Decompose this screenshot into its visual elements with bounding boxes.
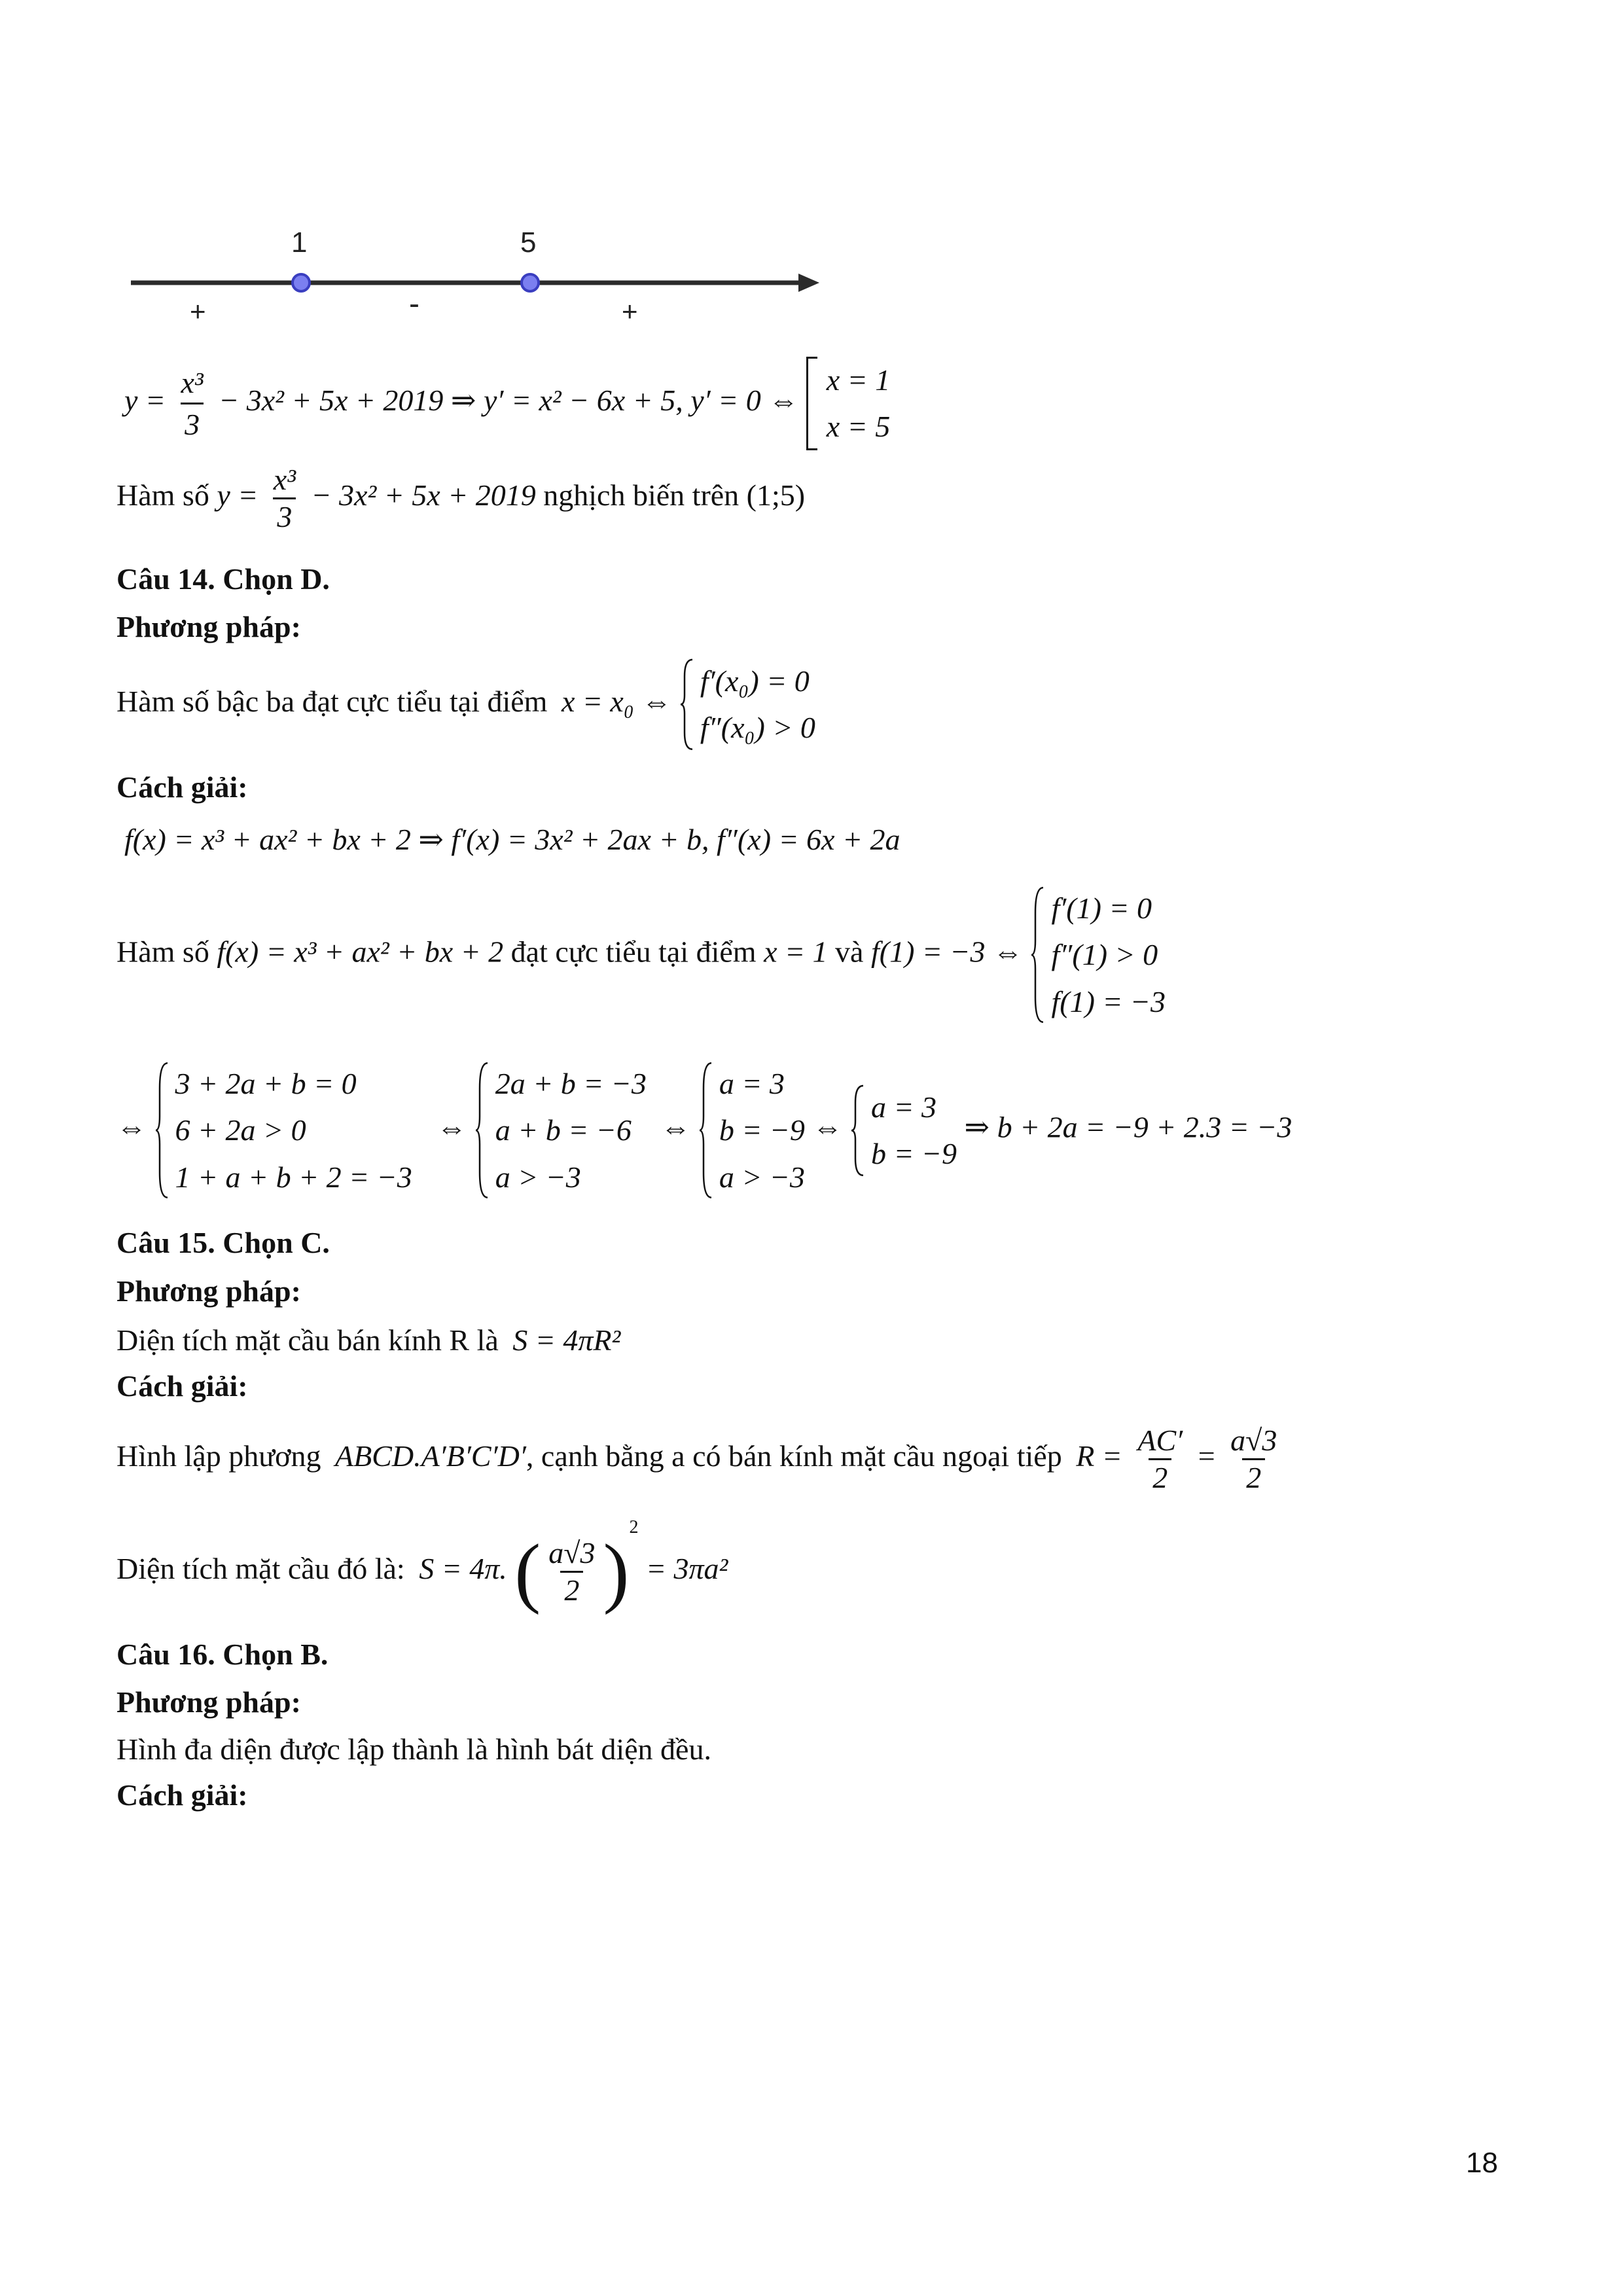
q15-radius-frac-2 (1226, 1426, 1281, 1493)
q14-cond-sys-row: f(1) = −3 (1051, 984, 1166, 1018)
q14-sys1-row: 3 + 2a + b = 0 (175, 1067, 357, 1100)
q13-conclusion-y: y = (217, 478, 259, 512)
sign-chart-number-line (124, 223, 831, 340)
q14-sys1-row: 1 + a + b + 2 = −3 (175, 1160, 412, 1194)
q14-method-label: Phương pháp: (116, 610, 301, 643)
equiv-symbol: ⇔ (437, 1110, 467, 1144)
q15-cube-line (116, 1426, 1285, 1493)
q14-cond-func: f(x) = x³ + ax² + bx + 2 (217, 935, 504, 969)
q15-area-lhs: S = 4π. (419, 1552, 507, 1585)
q14-cond-text-a: Hàm số (116, 935, 209, 969)
q14-sys2-row: 2a + b = −3 (495, 1067, 647, 1100)
q13-frac-num: x³ (181, 365, 204, 399)
q14-solution-label: Cách giải: (116, 770, 248, 804)
page-number: 18 (1466, 2147, 1498, 2179)
q14-cond-point: x = 1 (764, 935, 828, 969)
q16-heading: Câu 16. Chọn B. (116, 1638, 329, 1671)
q14-cond-value: f(1) = −3 ⇔ (870, 935, 1023, 969)
q16-method-text: Hình đa diện được lập thành là hình bát diện đều. (116, 1732, 711, 1766)
brace-icon (850, 1084, 865, 1177)
q13-conclusion-func: − 3x² + 5x + 2019 (311, 478, 536, 512)
q15-area-exponent: 2 (629, 1517, 639, 1537)
q14-sys3-row: a > −3 (719, 1160, 805, 1194)
number-line-arrow-icon (798, 274, 819, 292)
q13-conclusion-fraction (270, 465, 300, 532)
brace-icon (1030, 885, 1044, 1025)
q14-derivative-line: f(x) = x³ + ax² + bx + 2 ⇒ f′(x) = 3x² + 2ax + b, f″(x) = 6x + 2a (124, 823, 901, 856)
q14-method-cond: x = x₀ ⇔ (561, 684, 672, 718)
q15-radius-frac2-den: 2 (1242, 1458, 1265, 1493)
bracket-icon (806, 357, 817, 450)
point-5-label: 5 (520, 226, 537, 259)
q14-method-line (116, 658, 815, 751)
q14-condition-line (116, 885, 1166, 1025)
q15-solution-label: Cách giải: (116, 1369, 248, 1403)
q14-cond-sys-row: f′(1) = 0 (1051, 891, 1152, 925)
q15-radius-lhs: R = (1076, 1439, 1122, 1473)
q14-method-sys-row: f″(x₀) > 0 (700, 711, 815, 745)
q14-cond-system (1030, 885, 1166, 1025)
q13-frac-den: 3 (181, 403, 204, 442)
q13-y-lhs: y = (124, 383, 166, 417)
q14-sys2-row: a > −3 (495, 1160, 581, 1194)
q14-method-text: Hàm số bậc ba đạt cực tiểu tại điểm (116, 684, 548, 718)
q15-radius-frac2-num: a√3 (1230, 1424, 1277, 1457)
equiv-symbol: ⇔ (116, 1110, 147, 1144)
q14-sys1-row: 6 + 2a > 0 (175, 1113, 306, 1147)
q15-radius-frac-1 (1133, 1426, 1186, 1493)
q14-sys4-row: b = −9 (870, 1136, 957, 1170)
q14-method-sys-row: f′(x₀) = 0 (700, 664, 810, 698)
q13-conclusion-frac-num: x³ (273, 463, 296, 496)
q13-root-1: x = 1 (826, 363, 891, 397)
sign-middle: - (409, 287, 419, 321)
sign-right: + (622, 296, 638, 327)
q14-cond-sys-row: f″(1) > 0 (1051, 938, 1158, 972)
q14-heading: Câu 14. Chọn D. (116, 562, 330, 596)
q15-area-frac-num: a√3 (548, 1535, 596, 1570)
q13-root-2: x = 5 (826, 410, 891, 444)
sign-left: + (190, 296, 206, 327)
q14-cond-text-b: đạt cực tiểu tại điểm (510, 935, 757, 969)
q13-derivative-line (124, 357, 890, 450)
q14-sys4-row: a = 3 (870, 1090, 936, 1124)
q13-fraction (177, 365, 207, 442)
q14-final-result: ⇒ b + 2a = −9 + 2.3 = −3 (964, 1110, 1293, 1144)
q15-cube-name: ABCD.A′B′C′D′ (334, 1439, 526, 1473)
q14-solve-chain (116, 1060, 1292, 1200)
brace-icon (154, 1060, 169, 1200)
q15-area-rhs: = 3πa² (645, 1552, 728, 1585)
q13-conclusion-frac-den: 3 (273, 497, 296, 532)
q13-derivative-rest: − 3x² + 5x + 2019 ⇒ y′ = x² − 6x + 5, y′ = 0 ⇔ (219, 383, 799, 417)
brace-icon (679, 658, 694, 751)
left-paren: ( (514, 1528, 541, 1615)
q15-radius-frac1-den: 2 (1149, 1458, 1171, 1493)
q13-conclusion (116, 465, 805, 532)
brace-icon (474, 1060, 489, 1200)
q15-area-frac-den: 2 (560, 1571, 583, 1605)
q14-system-4 (850, 1084, 957, 1177)
q15-area-text: Diện tích mặt cầu đó là: (116, 1552, 405, 1585)
q14-cond-and: và (835, 935, 864, 969)
point-1-label: 1 (291, 226, 308, 259)
q15-method-text: Diện tích mặt cầu bán kính R là (116, 1323, 499, 1357)
q15-area-line (116, 1517, 728, 1615)
q13-roots-system (806, 357, 890, 450)
q15-area-frac (544, 1535, 599, 1607)
q13-conclusion-suffix: nghịch biến trên (1;5) (543, 478, 806, 512)
q15-radius-eq: = (1198, 1439, 1215, 1473)
equiv-symbol: ⇔ (812, 1110, 843, 1144)
q15-heading: Câu 15. Chọn C. (116, 1226, 330, 1259)
q14-sys3-row: a = 3 (719, 1067, 785, 1100)
q14-system-1 (154, 1060, 412, 1200)
right-paren: ) (603, 1528, 630, 1615)
critical-point-1 (293, 274, 310, 291)
equiv-symbol: ⇔ (660, 1110, 691, 1144)
q15-radius-frac1-num: AC′ (1137, 1424, 1183, 1457)
q13-conclusion-prefix: Hàm số (116, 478, 209, 512)
q15-cube-text-a: Hình lập phương (116, 1439, 321, 1473)
q16-solution-label: Cách giải: (116, 1778, 248, 1812)
q16-method-label: Phương pháp: (116, 1685, 301, 1719)
q15-method-formula: S = 4πR² (512, 1323, 621, 1357)
q15-method-line (116, 1325, 620, 1355)
q14-sys2-row: a + b = −6 (495, 1113, 632, 1147)
q15-cube-text-b: , cạnh bằng a có bán kính mặt cầu ngoại tiếp (526, 1439, 1062, 1473)
q14-system-2 (474, 1060, 647, 1200)
q15-method-label: Phương pháp: (116, 1274, 301, 1308)
q14-method-system (679, 658, 815, 751)
q14-sys3-row: b = −9 (719, 1113, 805, 1147)
brace-icon (698, 1060, 713, 1200)
critical-point-5 (522, 274, 539, 291)
q14-system-3 (698, 1060, 805, 1200)
